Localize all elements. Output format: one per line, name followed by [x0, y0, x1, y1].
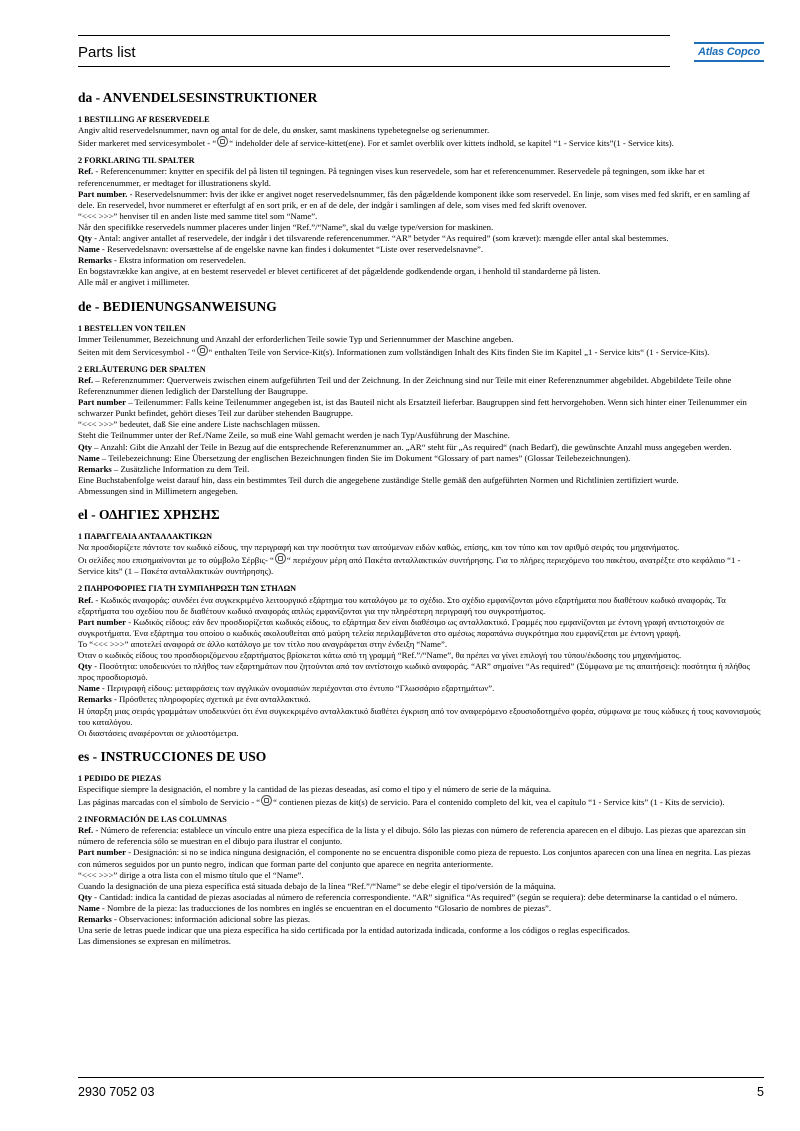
- paragraph-qty: Qty - Cantidad: indica la cantidad de piezas asociadas al número de referencia correspondiente. “AR” significa “As required” (según se requiera): debe determinarse la cantidad o el número.: [78, 891, 738, 902]
- subsection-title: 2 INFORMACIÓN DE LAS COLUMNAS: [78, 815, 227, 825]
- page-title: Parts list: [78, 44, 136, 61]
- subsection-title: 1 BESTILLING AF RESERVEDELE: [78, 115, 210, 125]
- instructions-content: [78, 92, 764, 953]
- page-number: 5: [757, 1085, 764, 1099]
- paragraph: Να προσδιορίζετε πάντοτε τον κωδικό είδους, την περιγραφή και την ποσότητα των αιτούμενων ειδών καθώς, επίσης, και τον τύπο και τον αριθμό σειράς του μηχανήματος.: [78, 542, 680, 553]
- ordering-block: [78, 531, 764, 577]
- language-section: [78, 748, 764, 948]
- paragraph: Οι σελίδες που επισημαίνονται με το σύμβολο Σέρβις- “ “ περιέχουν μέρη από Πακέτα ανταλλακτικών συντήρησης. Για το πλήρες περιεχόμενο του πακέτου, ανατρέξτε στο κεφάλαιο “1 - Service kits” (1 – Πακέτα ανταλλακτικών συντήρησης).: [78, 555, 741, 577]
- subsection-title: 1 PEDIDO DE PIEZAS: [78, 773, 162, 783]
- paragraph: Eine Buchstabenfolge weist darauf hin, dass ein bestimmtes Teil durch die angegebene zuständige Stelle gemäß den aufgeführten Normen und Richtlinien zertifiziert wurde.: [78, 474, 679, 485]
- paragraph-part-number: Part number - Designación: si no se indica ninguna designación, el componente no se encuentra disponible como pieza de repuesto. Los conjuntos aparecen con una línea en negrita. Las piezas con números seguidos por un punto negro, indican que forman parte del conjunto que aparece en negrita anteriormente.: [78, 847, 751, 869]
- subsection-title: 1 BESTELLEN VON TEILEN: [78, 323, 186, 333]
- ordering-block: [78, 114, 764, 149]
- ordering-block: [78, 773, 764, 808]
- section-title: da - ANVENDELSESINSTRUKTIONER: [78, 90, 318, 105]
- paragraph-ref: Ref. – Referenznummer: Querverweis zwischen einem aufgeführten Teil und der Zeichnung. In der Zeichnung sind nur Teile mit einer Referenznummer abgebildet. Abgebildete Teile ohne Referenznummer dienen lediglich der Darstellung der Baugruppe.: [78, 374, 732, 397]
- service-kit-icon: [217, 136, 228, 147]
- subsection-title: 2 ERLÄUTERUNG DER SPALTEN: [78, 364, 206, 374]
- language-section: [78, 509, 764, 739]
- section-title: el - ΟΔΗΓΙΕΣ ΧΡΗΣΗΣ: [78, 507, 220, 522]
- paragraph: Las dimensiones se expresan en milímetros.: [78, 936, 231, 947]
- document-number: 2930 7052 03: [78, 1085, 155, 1099]
- paragraph: Especifique siempre la designación, el nombre y la cantidad de las piezas deseadas, así como el tipo y el número de serie de la máquina.: [78, 783, 552, 794]
- paragraph: Sider markeret med servicesymbolet - “ “ indeholder dele af service-kittet(ene). For et samlet overblik over kittets indhold, se kapitel “1 - Service kits”(1 - Service kits).: [78, 138, 674, 149]
- paragraph: Steht die Teilnummer unter der Ref./Name Zeile, so muß eine Wahl gemacht werden je nach Typ/Ausführung der Maschine.: [78, 430, 510, 441]
- columns-block: [78, 155, 764, 288]
- paragraph: Seiten mit dem Servicesymbol - “ “ enthalten Teile von Service-Kit(s). Informationen zum vollständigen Inhalt des Kits finden Sie im Kapitel „1 - Service kits“ (1 - Service-Kits).: [78, 346, 710, 357]
- paragraph-part-number: Part number. - Reservedelsnummer: hvis der ikke er angivet noget reservedelsnummer, fås den pågældende komponent ikke som reservedel. En linje, som vises med fed skrift, er en samling af dele. En reservedel, hvor nummeret er efterfulgt af en sort prik, er en af de dele, der indgår i samlingen af dele, som vises med fed skrift ovenover.: [78, 188, 750, 210]
- paragraph: Όταν ο κωδικός είδους του προσδιοριζόμενου εξαρτήματος βρίσκεται κάτω από τη γραμμή “Ref.”/“Name”, θα πρέπει να γίνει επιλογή του τύπου/έκδοσης του μηχανήματος.: [78, 650, 682, 661]
- paragraph: Una serie de letras puede indicar que una pieza específica ha sido certificada por la entidad autorizada indicada, conforme a los códigos o reglas especificados.: [78, 925, 630, 936]
- paragraph: “<<< >>>” henviser til en anden liste med samme titel som “Name”.: [78, 210, 318, 221]
- atlas-copco-logo: [694, 38, 764, 66]
- language-section: [78, 298, 764, 498]
- paragraph: Cuando la designación de una pieza específica está situada debajo de la línea “Ref.”/“Name” se debe elegir el tipo/versión de la máquina.: [78, 880, 556, 891]
- subsection-title: 2 FORKLARING TIL SPALTER: [78, 156, 195, 166]
- paragraph-ref: Ref. - Κωδικός αναφοράς: συνδέει ένα συγκεκριμένο λειτουργικό εξάρτημα του καταλόγου με το σχέδιο. Στο σχέδιο εμφανίζονται μόνο εξαρτήματα που διαθέτουν κωδικό αναφοράς. Τα εξαρτήματα του σχεδίου που δε διαθέτουν κωδικό αναφοράς απλώς εμφανίζονται για την πληρέστερη περιγραφή του συγκροτήματος.: [78, 594, 726, 616]
- paragraph-name: Name - Περιγραφή είδους: μεταφράσεις των αγγλικών ονομασιών περιέχονται στο έντυπο “Γλωσσάριο εξαρτημάτων”.: [78, 683, 495, 694]
- columns-block: [78, 364, 764, 497]
- header-rule-top: [78, 35, 670, 36]
- paragraph: Η ύπαρξη μιας σειράς γραμμάτων υποδεικνύει ότι ένα συγκεκριμένο ανταλλακτικό διαθέτει έγκριση από τον αναφερόμενο εξουσιοδοτημένο φορέα, σύμφωνα με τους κώδικες ή τους κανονισμούς του καταλόγου.: [78, 705, 761, 727]
- paragraph-name: Name - Reservedelsnavn: oversættelse af de engelske navne kan findes i dokumentet “Liste over reservedelsnavne”.: [78, 244, 484, 255]
- paragraph-qty: Qty - Ποσότητα: υποδεικνύει το πλήθος των εξαρτημάτων που ζητούνται από τον αντίστοιχο κωδικό αναφοράς. “AR” σημαίνει “As required” (Σύμφωνα με τις απαιτήσεις): ποσότητα ή πλήθος προς προσδιορισμό.: [78, 661, 750, 683]
- logo-text: Atlas Copco: [698, 46, 760, 58]
- section-title: es - INSTRUCCIONES DE USO: [78, 748, 267, 764]
- paragraph: Το “<<< >>>” αποτελεί αναφορά σε άλλο κατάλογο με τον τίτλο που αναγράφεται στην ένδειξη “Name”.: [78, 638, 448, 649]
- paragraph-ref: Ref. - Número de referencia: establece un vínculo entre una pieza específica de la lista y el dibujo. Sólo las piezas con número de referencia aparecen en el dibujo. Las piezas que aparezcan sin número de referencia sólo se muestran en el dibujo para ilustrar el conjunto.: [78, 825, 746, 847]
- ordering-block: [78, 323, 764, 358]
- paragraph-qty: Qty - Antal: angiver antallet af reservedele, der indgår i det tilsvarende referencenummer. “AR” betyder “As required” (som krævet): mængde eller antal skal bestemmes.: [78, 233, 669, 244]
- paragraph-remarks: Remarks - Observaciones: información adicional sobre las piezas.: [78, 914, 311, 924]
- paragraph: Når den specifikke reservedels nummer placeres under linjen “Ref.”/“Name”, skal du vælge type/version for maskinen.: [78, 221, 494, 232]
- paragraph-qty: Qty – Anzahl: Gibt die Anzahl der Teile in Bezug auf die entsprechende Referenznummer an. „AR“ steht für „As required“ (nach Bedarf), die gewünschte Anzahl muss angegeben werden.: [78, 441, 732, 452]
- paragraph: “<<< >>>” dirige a otra lista con el mismo título que el “Name”.: [78, 869, 304, 880]
- paragraph: Alle mål er angivet i millimeter.: [78, 277, 190, 288]
- paragraph: En bogstavrække kan angive, at en bestemt reservedel er blevet certificeret af det pågældende godkendende organ, i henhold til standarderne på listen.: [78, 266, 601, 277]
- language-section: [78, 92, 764, 289]
- paragraph-part-number: Part number - Κωδικός είδους: εάν δεν προσδιορίζεται κωδικός είδους, το εξάρτημα δεν είναι διαθέσιμο ως ανταλλακτικό. Γραμμές που εμφανίζονται με έντονη γραφή αντιστοιχούν σε συγκροτήματα. Ένα εξάρτημα του οποίου ο κωδικός ακολουθείται από μαύρη τελεία περιλαμβάνεται στο αμέσως παραπάνω συγκρότημα που εμφανίζεται με έντονη γραφή.: [78, 616, 725, 638]
- columns-block: [78, 814, 764, 947]
- columns-block: [78, 583, 764, 738]
- header-rule-bottom: [78, 66, 670, 67]
- paragraph: Immer Teilenummer, Bezeichnung und Anzahl der erforderlichen Teile sowie Typ und Seriennummer der Maschine angeben.: [78, 333, 514, 344]
- service-kit-icon: [197, 345, 208, 356]
- paragraph: Οι διαστάσεις αναφέρονται σε χιλιοστόμετρα.: [78, 727, 239, 738]
- paragraph-remarks: Remarks - Πρόσθετες πληροφορίες σχετικά με ένα ανταλλακτικό.: [78, 694, 311, 705]
- subsection-title: 2 ΠΛΗΡΟΦΟΡΙΕΣ ΓΙΑ ΤΗ ΣΥΜΠΛΗΡΩΣΗ ΤΩΝ ΣΤΗΛΩΝ: [78, 584, 297, 594]
- paragraph: Abmessungen sind in Millimetern angegeben.: [78, 485, 238, 496]
- subsection-title: 1 ΠΑΡΑΓΓΕΛΙΑ ΑΝΤΑΛΛΑΚΤΙΚΩΝ: [78, 532, 213, 542]
- service-kit-icon: [275, 553, 286, 564]
- footer-rule: [78, 1077, 764, 1078]
- service-kit-icon: [261, 795, 272, 806]
- paragraph-ref: Ref. - Referencenummer: knytter en specifik del på listen til tegningen. På tegningen vises kun reservedele, som har et referencenummer. Reservedele på tegningen, som ikke har et referencenummer, er medtaget for illustrationens skyld.: [78, 166, 705, 188]
- paragraph: “<<< >>>” bedeutet, daß Sie eine andere Liste nachschlagen müssen.: [78, 419, 320, 430]
- paragraph-remarks: Remarks - Ekstra information om reservedelen.: [78, 255, 246, 266]
- paragraph: Las páginas marcadas con el símbolo de Servicio - “ “ contienen piezas de kit(s) de servicio. Para el contenido completo del kit, vea el capítulo “1 - Service kits” (1 - Kits de servicio).: [78, 797, 725, 808]
- paragraph: Angiv altid reservedelsnummer, navn og antal for de dele, du ønsker, samt maskinens typebetegnelse og serienummer.: [78, 125, 490, 136]
- paragraph-part-number: Part number – Teilenummer: Falls keine Teilenummer angegeben ist, ist das Bauteil nicht als Ersatzteil lieferbar. Baugruppen sind fett hervorgehoben. Wenn sich hinter einer Teilenummer ein schwarzer Punkt befindet, gehört dieses Teil zur darüber stehenden Baugruppe.: [78, 397, 747, 419]
- paragraph-name: Name – Teilebezeichnung: Eine Übersetzung der englischen Bezeichnungen finden Sie im Dokument “Glossary of part names” (Glossar Teilebezeichnungen).: [78, 452, 631, 463]
- paragraph-name: Name - Nombre de la pieza: las traducciones de los nombres en inglés se encuentran en el documento “Glosario de nombres de piezas”.: [78, 902, 552, 913]
- paragraph-remarks: Remarks – Zusätzliche Information zu dem Teil.: [78, 463, 250, 474]
- section-title: de - BEDIENUNGSANWEISUNG: [78, 298, 277, 314]
